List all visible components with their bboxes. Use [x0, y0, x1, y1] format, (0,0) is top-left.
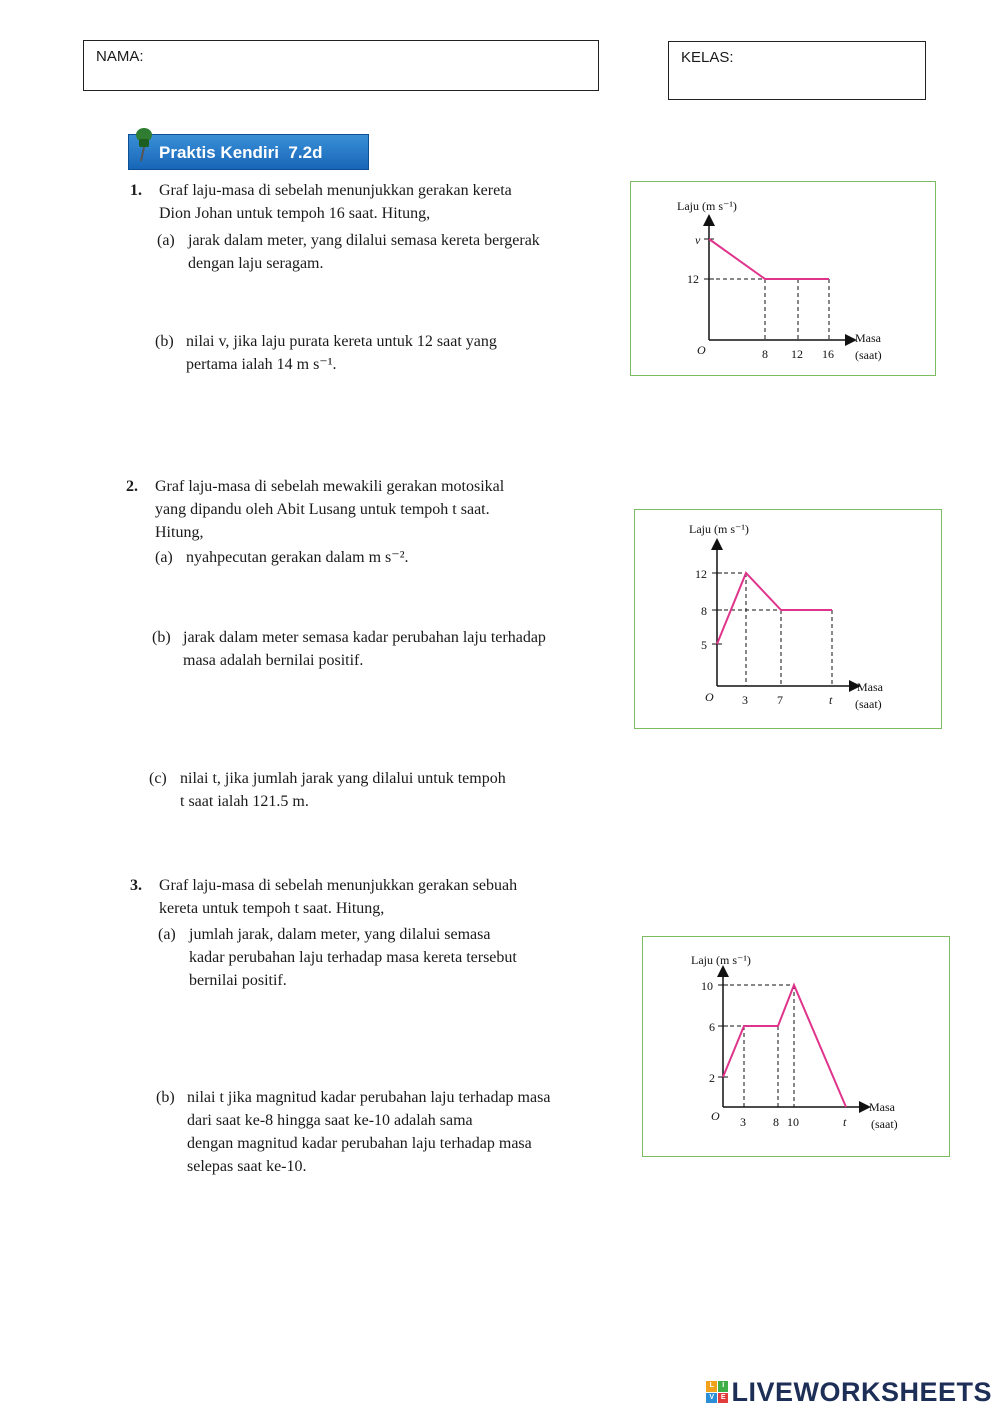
graph-2-xtick-label: 3	[742, 693, 748, 707]
question-2b	[152, 626, 622, 672]
graph-2-ytick-label: 5	[701, 638, 707, 652]
question-1b	[155, 330, 615, 376]
graph-1-series-line	[709, 239, 829, 279]
class-field[interactable]	[668, 41, 926, 100]
part-line: nilai t, jika jumlah jarak yang dilalui untuk tempoh	[180, 770, 506, 787]
part-line: jarak dalam meter semasa kadar perubahan laju terhadap	[183, 629, 546, 646]
logo-tile: I	[718, 1381, 729, 1392]
question-line: Dion Johan untuk tempoh 16 saat. Hitung,	[159, 205, 431, 222]
question-1a	[157, 229, 617, 275]
question-3	[130, 874, 600, 920]
part-line: pertama ialah 14 m s⁻¹.	[186, 356, 337, 373]
graph-1	[630, 181, 936, 376]
graph-1-xtick-label: 16	[822, 347, 834, 361]
graph-2-ylabel: Laju (m s⁻¹)	[689, 522, 749, 536]
question-2	[126, 475, 596, 544]
question-2a	[155, 546, 615, 569]
pushpin-icon	[130, 126, 156, 164]
graph-1-xtick-label: 12	[791, 347, 803, 361]
graph-1-ytick-label: 12	[687, 272, 699, 286]
graph-2-origin: O	[705, 690, 714, 704]
part-label: (a)	[158, 926, 176, 943]
question-3a	[158, 923, 618, 992]
graph-1-xlabel-2: (saat)	[855, 348, 882, 362]
name-label: NAMA:	[96, 48, 144, 65]
question-number: 3.	[130, 877, 142, 894]
part-line: jarak dalam meter, yang dilalui semasa kereta bergerak	[188, 232, 540, 249]
logo-tiles-icon	[706, 1381, 728, 1403]
graph-3-ytick-label: 6	[709, 1020, 715, 1034]
graph-2	[634, 509, 942, 729]
name-field[interactable]	[83, 40, 599, 91]
part-line: selepas saat ke-10.	[187, 1158, 307, 1175]
part-line: dengan magnitud kadar perubahan laju terhadap masa	[187, 1135, 532, 1152]
class-label: KELAS:	[681, 49, 734, 66]
graph-3-ylabel: Laju (m s⁻¹)	[691, 953, 751, 967]
section-banner	[128, 134, 369, 170]
banner-title: Praktis Kendiri 7.2d	[159, 143, 323, 162]
graph-1-xtick-label: 8	[762, 347, 768, 361]
logo-tile: L	[706, 1381, 717, 1392]
part-label: (a)	[155, 549, 173, 566]
question-line: Hitung,	[155, 524, 204, 541]
graph-3-xtick-label: 3	[740, 1115, 746, 1129]
question-number: 1.	[130, 182, 142, 199]
graph-3-xlabel-1: Masa	[869, 1100, 895, 1114]
graph-2-xlabel-2: (saat)	[855, 697, 882, 711]
part-label: (c)	[149, 770, 167, 787]
question-line: Graf laju-masa di sebelah mewakili gerakan motosikal	[155, 478, 505, 495]
part-label: (b)	[155, 333, 174, 350]
graph-3-xtick-label: 8	[773, 1115, 779, 1129]
graph-3-origin: O	[711, 1109, 720, 1123]
graph-1-origin: O	[697, 343, 706, 357]
question-line: kereta untuk tempoh t saat. Hitung,	[159, 900, 385, 917]
graph-3-ytick-label: 2	[709, 1071, 715, 1085]
logo-text: LIVEWORKSHEETS	[731, 1376, 992, 1407]
graph-3-svg	[643, 937, 951, 1158]
part-label: (b)	[156, 1089, 175, 1106]
graph-2-svg	[635, 510, 943, 730]
graph-2-xlabel-1: Masa	[857, 680, 883, 694]
question-line: Graf laju-masa di sebelah menunjukkan gerakan kereta	[159, 182, 512, 199]
graph-3	[642, 936, 950, 1157]
part-line: nyahpecutan gerakan dalam m s⁻².	[186, 549, 409, 566]
graph-2-series-line	[717, 573, 832, 644]
part-label: (a)	[157, 232, 175, 249]
graph-2-ytick-label: 8	[701, 604, 707, 618]
graph-3-ytick-label: 10	[701, 979, 713, 993]
part-line: nilai t jika magnitud kadar perubahan laju terhadap masa	[187, 1089, 551, 1106]
part-line: masa adalah bernilai positif.	[183, 652, 364, 669]
question-3b	[156, 1086, 626, 1178]
part-line: dengan laju seragam.	[188, 255, 324, 272]
graph-1-svg	[631, 182, 937, 377]
graph-2-xtick-label: 7	[777, 693, 783, 707]
question-2c	[149, 767, 609, 813]
part-line: t saat ialah 121.5 m.	[180, 793, 309, 810]
graph-3-xtick-label: 10	[787, 1115, 799, 1129]
part-line: bernilai positif.	[189, 972, 287, 989]
part-label: (b)	[152, 629, 171, 646]
question-line: yang dipandu oleh Abit Lusang untuk tempoh t saat.	[155, 501, 490, 518]
question-line: Graf laju-masa di sebelah menunjukkan gerakan sebuah	[159, 877, 518, 894]
graph-3-xtick-label: t	[843, 1115, 847, 1129]
logo-tile: E	[718, 1393, 729, 1404]
graph-2-ytick-label: 12	[695, 567, 707, 581]
graph-1-ytick-label: v	[695, 233, 701, 247]
part-line: dari saat ke-8 hingga saat ke-10 adalah sama	[187, 1112, 473, 1129]
part-line: jumlah jarak, dalam meter, yang dilalui semasa	[189, 926, 491, 943]
graph-1-ylabel: Laju (m s⁻¹)	[677, 199, 737, 213]
question-number: 2.	[126, 478, 138, 495]
graph-2-xtick-label: t	[829, 693, 833, 707]
part-line: kadar perubahan laju terhadap masa kereta tersebut	[189, 949, 517, 966]
logo-tile: V	[706, 1393, 717, 1404]
graph-1-xlabel-1: Masa	[855, 331, 881, 345]
graph-3-series-line	[723, 985, 846, 1107]
part-line: nilai v, jika laju purata kereta untuk 12 saat yang	[186, 333, 497, 350]
liveworksheets-logo[interactable]	[706, 1377, 992, 1407]
question-1	[130, 179, 600, 225]
graph-3-xlabel-2: (saat)	[871, 1117, 898, 1131]
